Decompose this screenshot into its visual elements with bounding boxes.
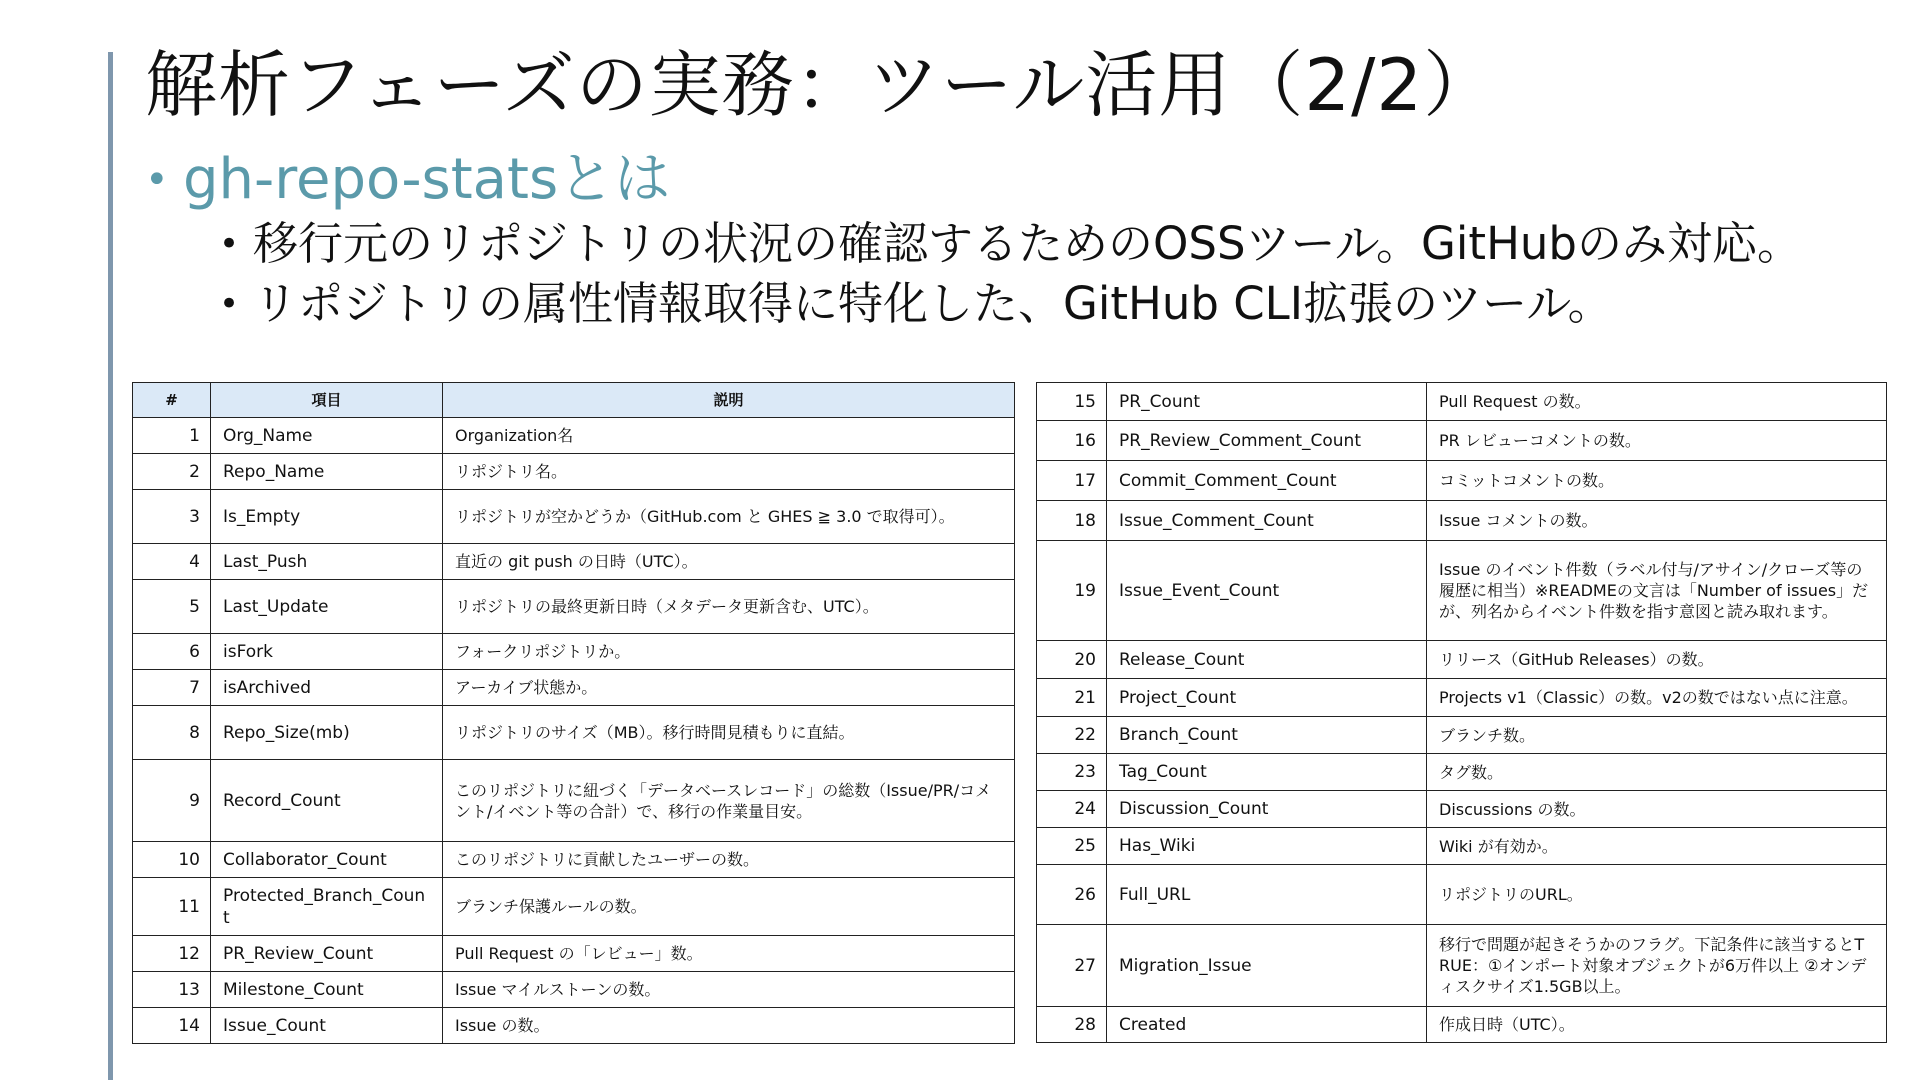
row-item: Issue_Count <box>211 1008 443 1044</box>
row-description: コミットコメントの数。 <box>1427 461 1887 501</box>
row-description: ブランチ数。 <box>1427 717 1887 754</box>
row-item: Record_Count <box>211 760 443 842</box>
row-description: リポジトリ名。 <box>443 454 1015 490</box>
row-item: isFork <box>211 634 443 670</box>
column-header-num: # <box>133 383 211 418</box>
table-row <box>133 936 1015 972</box>
row-item: Release_Count <box>1107 641 1427 679</box>
row-number: 5 <box>133 580 211 634</box>
sub-bullet-text: 移行元のリポジトリの状況の確認するためのOSSツール。GitHubのみ対応。 <box>253 217 1802 270</box>
accent-bar <box>108 52 113 1080</box>
row-description: Issue マイルストーンの数。 <box>443 972 1015 1008</box>
row-item: Org_Name <box>211 418 443 454</box>
row-description: PR レビューコメントの数。 <box>1427 421 1887 461</box>
table-row <box>133 1008 1015 1044</box>
column-header-desc: 説明 <box>443 383 1015 418</box>
table-row <box>133 454 1015 490</box>
row-description: Discussions の数。 <box>1427 791 1887 828</box>
row-item: Last_Update <box>211 580 443 634</box>
row-item: Commit_Comment_Count <box>1107 461 1427 501</box>
row-number: 4 <box>133 544 211 580</box>
row-number: 22 <box>1037 717 1107 754</box>
sub-bullet-text: リポジトリの属性情報取得に特化した、GitHub CLI拡張のツール。 <box>253 277 1613 330</box>
bullet-dot-icon: • <box>145 157 169 203</box>
row-number: 24 <box>1037 791 1107 828</box>
row-number: 2 <box>133 454 211 490</box>
row-description: ブランチ保護ルールの数。 <box>443 878 1015 936</box>
table-row <box>1037 791 1887 828</box>
row-number: 21 <box>1037 679 1107 717</box>
sub-bullet <box>219 274 1905 334</box>
table-header-row <box>133 383 1015 418</box>
table-row <box>133 418 1015 454</box>
row-description: 直近の git push の日時（UTC）。 <box>443 544 1015 580</box>
row-number: 20 <box>1037 641 1107 679</box>
table-row <box>1037 461 1887 501</box>
row-item: Full_URL <box>1107 865 1427 925</box>
row-item: PR_Count <box>1107 383 1427 421</box>
row-description: リポジトリが空かどうか（GitHub.com と GHES ≧ 3.0 で取得可）。 <box>443 490 1015 544</box>
row-number: 25 <box>1037 828 1107 865</box>
row-number: 8 <box>133 706 211 760</box>
sub-bullet <box>219 214 1905 274</box>
row-number: 6 <box>133 634 211 670</box>
row-description: Issue の数。 <box>443 1008 1015 1044</box>
row-number: 13 <box>133 972 211 1008</box>
table-row <box>1037 421 1887 461</box>
row-number: 27 <box>1037 925 1107 1007</box>
row-description: Issue コメントの数。 <box>1427 501 1887 541</box>
row-number: 19 <box>1037 541 1107 641</box>
row-item: Tag_Count <box>1107 754 1427 791</box>
row-description: Pull Request の数。 <box>1427 383 1887 421</box>
table-row <box>1037 679 1887 717</box>
table-row <box>133 706 1015 760</box>
row-description: このリポジトリに紐づく「データベースレコード」の総数（Issue/PR/コメント/イベント等の合計）で、移行の作業量目安。 <box>443 760 1015 842</box>
bullet-heading-text: gh-repo-statsとは <box>183 147 671 212</box>
row-number: 16 <box>1037 421 1107 461</box>
row-number: 28 <box>1037 1007 1107 1043</box>
table-row <box>1037 717 1887 754</box>
column-header-item: 項目 <box>211 383 443 418</box>
row-number: 18 <box>1037 501 1107 541</box>
table-row <box>1037 641 1887 679</box>
table-row <box>133 972 1015 1008</box>
row-description: Wiki が有効か。 <box>1427 828 1887 865</box>
row-item: Issue_Comment_Count <box>1107 501 1427 541</box>
table-row <box>133 760 1015 842</box>
row-item: Created <box>1107 1007 1427 1043</box>
row-number: 12 <box>133 936 211 972</box>
row-description: 移行で問題が起きそうかのフラグ。下記条件に該当するとTRUE：①インポート対象オブジェクトが6万件以上 ②オンディスクサイズ1.5GB以上。 <box>1427 925 1887 1007</box>
table-row <box>1037 501 1887 541</box>
row-description: このリポジトリに貢献したユーザーの数。 <box>443 842 1015 878</box>
row-item: Is_Empty <box>211 490 443 544</box>
row-description: リリース（GitHub Releases）の数。 <box>1427 641 1887 679</box>
row-description: リポジトリのサイズ（MB）。移行時間見積もりに直結。 <box>443 706 1015 760</box>
row-item: PR_Review_Count <box>211 936 443 972</box>
row-description: Projects v1（Classic）の数。v2の数ではない点に注意。 <box>1427 679 1887 717</box>
table-row <box>1037 754 1887 791</box>
slide-title: 解析フェーズの実務：ツール活用（2/2） <box>145 43 1497 127</box>
row-item: Last_Push <box>211 544 443 580</box>
row-description: アーカイブ状態か。 <box>443 670 1015 706</box>
row-item: Discussion_Count <box>1107 791 1427 828</box>
row-item: isArchived <box>211 670 443 706</box>
row-number: 9 <box>133 760 211 842</box>
row-description: タグ数。 <box>1427 754 1887 791</box>
row-number: 11 <box>133 878 211 936</box>
row-number: 15 <box>1037 383 1107 421</box>
table-row <box>1037 865 1887 925</box>
row-description: Organization名 <box>443 418 1015 454</box>
row-description: リポジトリのURL。 <box>1427 865 1887 925</box>
row-description: フォークリポジトリか。 <box>443 634 1015 670</box>
row-item: Repo_Size(mb) <box>211 706 443 760</box>
row-item: PR_Review_Comment_Count <box>1107 421 1427 461</box>
table-row <box>1037 828 1887 865</box>
table-row <box>1037 1007 1887 1043</box>
row-number: 7 <box>133 670 211 706</box>
table-row <box>1037 541 1887 641</box>
row-item: Repo_Name <box>211 454 443 490</box>
row-item: Issue_Event_Count <box>1107 541 1427 641</box>
bullet-heading <box>145 146 1905 214</box>
table-row <box>133 490 1015 544</box>
row-number: 26 <box>1037 865 1107 925</box>
row-item: Milestone_Count <box>211 972 443 1008</box>
table-row <box>133 878 1015 936</box>
properties-table-right <box>1036 382 1887 1043</box>
row-item: Branch_Count <box>1107 717 1427 754</box>
row-number: 23 <box>1037 754 1107 791</box>
row-description: 作成日時（UTC）。 <box>1427 1007 1887 1043</box>
table-row <box>133 580 1015 634</box>
table-row <box>133 842 1015 878</box>
table-row <box>133 634 1015 670</box>
table-row <box>133 544 1015 580</box>
row-number: 3 <box>133 490 211 544</box>
row-description: Pull Request の「レビュー」数。 <box>443 936 1015 972</box>
bullet-dot-icon: • <box>219 224 240 264</box>
row-number: 10 <box>133 842 211 878</box>
row-item: Collaborator_Count <box>211 842 443 878</box>
row-item: Project_Count <box>1107 679 1427 717</box>
table-row <box>1037 383 1887 421</box>
table-row <box>133 670 1015 706</box>
bullet-list <box>145 146 1905 334</box>
row-item: Has_Wiki <box>1107 828 1427 865</box>
row-description: Issue のイベント件数（ラベル付与/アサイン/クローズ等の履歴に相当）※READMEの文言は「Number of issues」だが、列名からイベント件数を指す意図と読み取れます。 <box>1427 541 1887 641</box>
properties-table-left <box>132 382 1015 1044</box>
row-description: リポジトリの最終更新日時（メタデータ更新含む、UTC）。 <box>443 580 1015 634</box>
bullet-dot-icon: • <box>219 284 240 324</box>
row-number: 14 <box>133 1008 211 1044</box>
row-item: Migration_Issue <box>1107 925 1427 1007</box>
row-number: 17 <box>1037 461 1107 501</box>
table-row <box>1037 925 1887 1007</box>
row-number: 1 <box>133 418 211 454</box>
row-item: Protected_Branch_Count <box>211 878 443 936</box>
